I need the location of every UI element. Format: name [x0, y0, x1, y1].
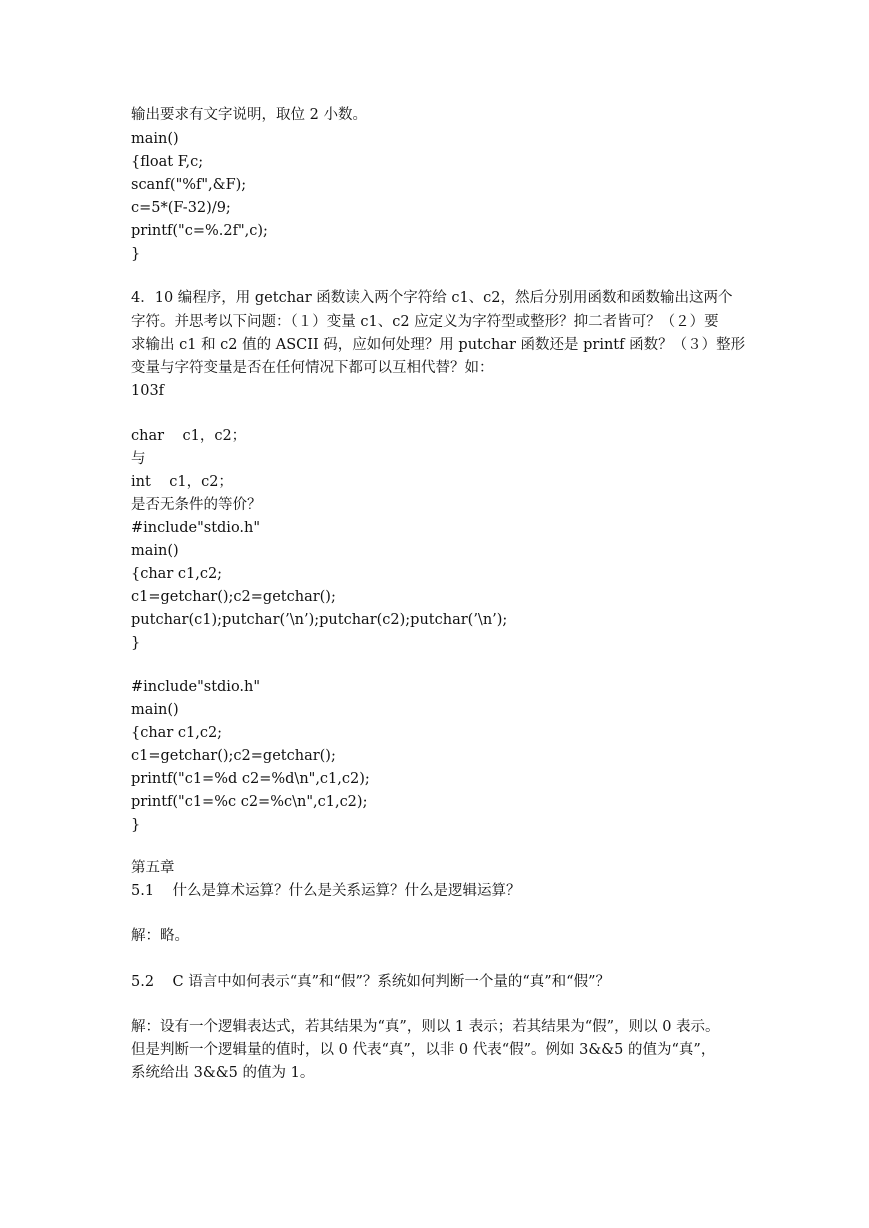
code-line: {char c1,c2; — [131, 566, 223, 582]
code-line: c=5*(F-32)/9; — [131, 200, 231, 216]
code-line: #include"stdio.h" — [131, 679, 261, 695]
question-4-10-line: 求输出 c1 和 c2 值的 ASCII 码，应如何处理？用 putchar 函数还是 printf 函数？（３）整形 — [131, 337, 746, 353]
answer-5-2-line: 解：设有一个逻辑表达式，若其结果为“真”，则以 1 表示；若其结果为“假”，则以 0 表示。 — [131, 1019, 720, 1035]
code-line: main() — [131, 543, 179, 559]
code-line: #include"stdio.h" — [131, 520, 261, 536]
code-line: printf("c1=%c c2=%c\n",c1,c2); — [131, 794, 368, 810]
code-line: putchar(c1);putchar(’\n’);putchar(c2);putchar(’\n’); — [131, 612, 508, 628]
question-4-10-line: 103f — [131, 383, 165, 399]
answer-5-1: 解：略。 — [131, 928, 189, 944]
answer-5-2-line: 系统给出 3&&5 的值为 1。 — [131, 1065, 315, 1081]
question-4-10-line: 4．10 编程序，用 getchar 函数读入两个字符给 c1、c2，然后分别用函数和函数输出这两个 — [131, 290, 733, 306]
code-line: {char c1,c2; — [131, 725, 223, 741]
declaration-line: 与 — [131, 451, 146, 467]
code-line: scanf("%f",&F); — [131, 177, 247, 193]
code-line: } — [131, 817, 141, 833]
question-4-10-line: 字符。并思考以下问题：（１）变量 c1、c2 应定义为字符型或整形？抑二者皆可？（２）要 — [131, 314, 719, 330]
question-5-2: 5.2 C 语言中如何表示“真”和“假”？系统如何判断一个量的“真”和“假”？ — [131, 974, 611, 990]
code-line: } — [131, 246, 141, 262]
declaration-line: int c1，c2； — [131, 474, 233, 490]
question-5-1: 5.1 什么是算术运算？什么是关系运算？什么是逻辑运算？ — [131, 883, 521, 899]
code-line: c1=getchar();c2=getchar(); — [131, 748, 336, 764]
code-line: printf("c=%.2f",c); — [131, 223, 268, 239]
code-line: c1=getchar();c2=getchar(); — [131, 589, 336, 605]
question-4-10-line: 变量与字符变量是否在任何情况下都可以互相代替？如： — [131, 360, 494, 376]
code-line: } — [131, 635, 141, 651]
answer-5-2-line: 但是判断一个逻辑量的值时，以 0 代表“真”，以非 0 代表“假”。例如 3&&5 的值为“真”， — [131, 1042, 716, 1058]
chapter-heading: 第五章 — [131, 860, 175, 876]
code-line: {float F,c; — [131, 154, 204, 170]
declaration-line: 是否无条件的等价？ — [131, 497, 262, 513]
code-line: main() — [131, 702, 179, 718]
code-line: printf("c1=%d c2=%d\n",c1,c2); — [131, 771, 370, 787]
code-line: main() — [131, 131, 179, 147]
requirement-text: 输出要求有文字说明，取位 2 小数。 — [131, 107, 367, 123]
declaration-line: char c1，c2； — [131, 428, 247, 444]
